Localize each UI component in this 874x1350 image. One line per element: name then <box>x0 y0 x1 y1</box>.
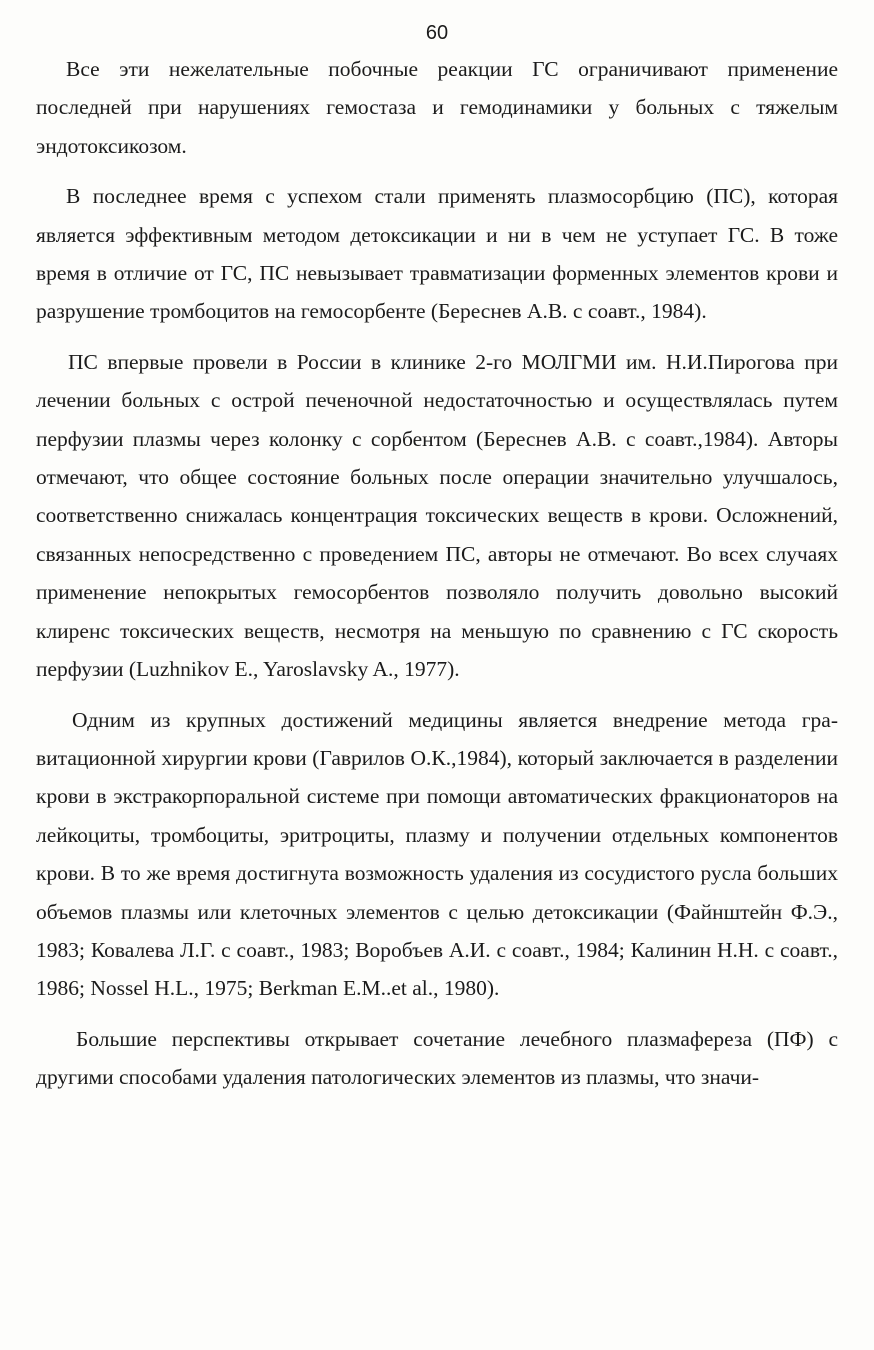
paragraph-plasmapheresis: Большие перспективы открывает сочетание лечебного плазмафереза (ПФ) с другими способами удаления патологических элементов из плазмы, что значи- <box>36 1026 838 1090</box>
paragraph-plasmasorption-intro: В последнее время с успехом стали применять плазмосорбцию (ПС), которая является эффективным методом детоксикации и ни в чем не уступает ГС. В тоже время в отличие от ГС, ПС невызывает травматизации форменных элементов крови и разрушение тромбоцитов на гемосорбенте (Береснев А.В. с соавт., 1984). <box>36 184 838 324</box>
page-number: 60 <box>425 22 449 44</box>
paragraph-gravitational-surgery: Одним из крупных достижений медицины является внедрение метода гравитационной хирургии крови (Гаврилов О.К.,1984), который заключается в разделении крови в экстракорпоральной системе при помощи автоматических фракционаторов на лейкоциты, тромбоциты, эритроциты, плазму и получении отдельных компонентов крови. В то же время достигнута возможность удаления из сосудистого русла больших объемов плазмы или клеточных элементов с целью детоксикации (Файнштейн Ф.Э., 1983; Ковалева Л.Г. с соавт., 1983; Воробъев А.И. с соавт., 1984; Калинин Н.Н. с соавт., 1986; Nossel H.L., 1975; Berkman E.M..et al., 1980). <box>36 707 838 1001</box>
paragraph-hemosorption-side-effects: Все эти нежелательные побочные реакции ГС ограничивают применение последней при нарушениях гемостаза и гемодинамики у больных с тяжелым эндотоксикозом. <box>36 57 838 158</box>
paragraph-plasmasorption-russia: ПС впервые провели в России в клинике 2-го МОЛГМИ им. Н.И.Пирогова при лечении больных с острой печеночной недостаточностью и осуществлялась путем перфузии плазмы через колонку с сорбентом (Береснев А.В. с соавт.,1984). Авторы отмечают, что общее состояние больных после операции значительно улучшалось, соответственно снижалась концентрация токсических веществ в крови. Осложнений, связанных непосредственно с проведением ПС, авторы не отмечают. Во всех случаях применение непокрытых гемосорбентов позволяло получить довольно высокий клиренс токсических веществ, несмотря на меньшую по сравнению с ГС скорость перфузии (Luzhnikov E., Yaroslavsky A., 1977). <box>36 349 838 682</box>
